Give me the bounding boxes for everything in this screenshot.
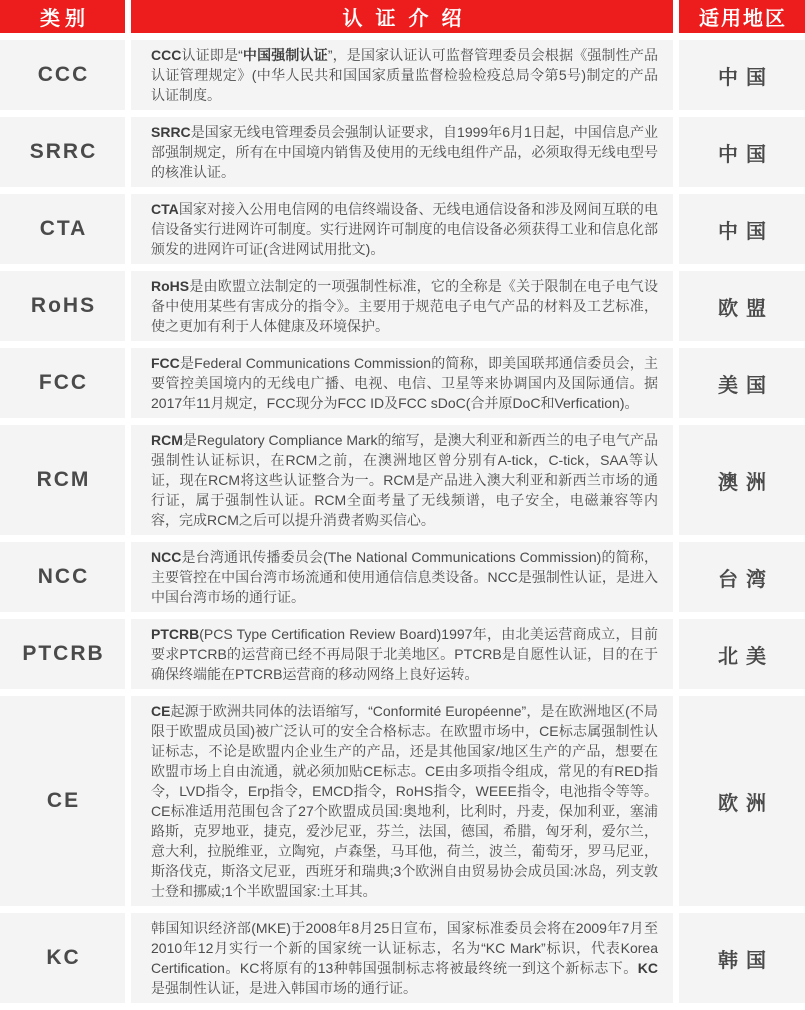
- table-row: [0, 619, 805, 689]
- description-cell: [131, 542, 673, 612]
- category-cell: [0, 40, 125, 110]
- table-header: [0, 0, 805, 33]
- category-cell: [0, 271, 125, 341]
- region-label: 台湾: [718, 568, 774, 591]
- region-label: 澳洲: [718, 471, 774, 494]
- table-row: [0, 40, 805, 110]
- category-label: CTA: [39, 217, 88, 240]
- table-row: [0, 194, 805, 264]
- description-cell: [131, 696, 673, 906]
- region-label: 美国: [718, 374, 774, 397]
- region-cell: [679, 194, 805, 264]
- description-text: PTCRB(PCS Type Certification Review Board)1997年，由北美运营商成立，目前要求PTCRB的运营商已经不再局限于北美地区。PTCRB是自愿性认证，目的在于确保终端能在PTCRB运营商的移动网络上良好运转。: [151, 626, 658, 682]
- description-cell: [131, 619, 673, 689]
- region-label: 北美: [718, 645, 774, 668]
- description-text: SRRC是国家无线电管理委员会强制认证要求，自1999年6月1日起，中国信息产业部强制规定，所有在中国境内销售及使用的无线电组件产品，必须取得无线电型号的核准认证。: [151, 124, 658, 180]
- category-label: KC: [46, 946, 81, 969]
- description-text: CE起源于欧洲共同体的法语缩写，“Conformité Européenne”，是在欧洲地区(不局限于欧盟成员国)被广泛认可的安全合格标志。在欧盟市场中，CE标志属强制性认证标志，不论是欧盟内企业生产的产品，还是其他国家/地区生产的产品，想要在欧盟市场上自由流通，就必须加贴CE标志。CE由多项指令组成，常见的有RED指令，LVD指令，Erp指令，EMCD指令，RoHS指令，WEEE指令，电池指令等等。CE标准适用范围包含了27个欧盟成员国:奥地利，比利时，丹麦，保加利亚，塞浦路斯，克罗地亚，捷克，爱沙尼亚，芬兰，法国，德国，希腊，匈牙利，爱尔兰，意大利，拉脱维亚，立陶宛，卢森堡，马耳他，荷兰，波兰，葡萄牙，罗马尼亚，斯洛伐克，斯洛文尼亚，西班牙和瑞典;3个欧洲自由贸易协会成员国:冰岛，列支敦士登和挪威;1个半欧盟国家:土耳其。: [151, 703, 658, 899]
- category-cell: [0, 194, 125, 264]
- region-label: 韩国: [718, 949, 774, 972]
- description-cell: [131, 425, 673, 535]
- region-cell: [679, 542, 805, 612]
- category-header-label: 类别: [40, 8, 90, 30]
- region-cell: [679, 696, 805, 906]
- category-label: CE: [46, 789, 81, 812]
- region-cell: [679, 117, 805, 187]
- table-row: [0, 425, 805, 535]
- table-row: [0, 348, 805, 418]
- region-label: 欧洲: [718, 792, 774, 815]
- header-cell-introduction: [131, 0, 673, 33]
- description-cell: [131, 194, 673, 264]
- table-row: [0, 117, 805, 187]
- category-cell: [0, 117, 125, 187]
- category-label: FCC: [38, 371, 89, 394]
- description-cell: [131, 913, 673, 1003]
- region-header-label: 适用地区: [699, 8, 787, 30]
- description-cell: [131, 117, 673, 187]
- table-row: [0, 913, 805, 1003]
- category-label: SRRC: [29, 140, 98, 163]
- region-cell: [679, 619, 805, 689]
- region-label: 中国: [718, 66, 774, 89]
- table-row: [0, 542, 805, 612]
- category-cell: [0, 542, 125, 612]
- introduction-header-label: 认证介绍: [342, 8, 475, 30]
- region-cell: [679, 271, 805, 341]
- table-body: [0, 40, 805, 1003]
- description-text: FCC是Federal Communications Commission的简称，即美国联邦通信委员会，主要管控美国境内的无线电广播、电视、电信、卫星等来协调国内及国际通信。据2017年11月规定，FCC现分为FCC ID及FCC sDoC(合并原DoC和Verfication)。: [151, 355, 658, 411]
- category-cell: [0, 696, 125, 906]
- description-text: CTA国家对接入公用电信网的电信终端设备、无线电通信设备和涉及网间互联的电信设备实行进网许可制度。实行进网许可制度的电信设备必须获得工业和信息化部颁发的进网许可证(含进网试用批文)。: [151, 201, 658, 257]
- description-text: NCC是台湾通讯传播委员会(The National Communications Commission)的简称，主要管控在中国台湾市场流通和使用通信信息类设备。NCC是强制性认证，是进入中国台湾市场的通行证。: [151, 549, 658, 605]
- category-label: NCC: [37, 565, 90, 588]
- category-cell: [0, 913, 125, 1003]
- category-label: RCM: [36, 468, 91, 491]
- description-cell: [131, 348, 673, 418]
- region-label: 欧盟: [718, 297, 774, 320]
- category-cell: [0, 425, 125, 535]
- region-cell: [679, 348, 805, 418]
- header-cell-category: [0, 0, 125, 33]
- category-cell: [0, 619, 125, 689]
- region-cell: [679, 40, 805, 110]
- category-cell: [0, 348, 125, 418]
- category-label: PTCRB: [22, 642, 105, 665]
- header-cell-region: [679, 0, 805, 33]
- region-label: 中国: [718, 143, 774, 166]
- description-text: CCC认证即是“中国强制认证”，是国家认证认可监督管理委员会根据《强制性产品认证管理规定》(中华人民共和国国家质量监督检验检疫总局令第5号)制定的产品认证制度。: [151, 47, 658, 103]
- table-row: [0, 696, 805, 906]
- category-label: CCC: [37, 63, 90, 86]
- description-text: RoHS是由欧盟立法制定的一项强制性标准，它的全称是《关于限制在电子电气设备中使用某些有害成分的指令》。主要用于规范电子电气产品的材料及工艺标准，使之更加有利于人体健康及环境保护。: [151, 278, 658, 334]
- category-label: RoHS: [30, 294, 97, 317]
- description-text: RCM是Regulatory Compliance Mark的缩写，是澳大利亚和新西兰的电子电气产品强制性认证标识，在RCM之前，在澳洲地区曾分别有A-tick，C-tick，SAA等认证，现在RCM将这些认证整合为一。RCM是产品进入澳大利亚和新西兰市场的通行证，属于强制性认证。RCM全面考量了无线频谱，电子安全，电磁兼容等内容，完成RCM之后可以提升消费者购买信心。: [151, 432, 658, 528]
- region-cell: [679, 425, 805, 535]
- region-label: 中国: [718, 220, 774, 243]
- description-text: 韩国知识经济部(MKE)于2008年8月25日宣布，国家标准委员会将在2009年7月至2010年12月实行一个新的国家统一认证标志，名为“KC Mark”标识，代表Korea Certification。KC将原有的13种韩国强制标志将被最终统一到这个新标志下。KC是强制性认证，是进入韩国市场的通行证。: [151, 920, 658, 996]
- description-cell: [131, 40, 673, 110]
- table-row: [0, 271, 805, 341]
- region-cell: [679, 913, 805, 1003]
- description-cell: [131, 271, 673, 341]
